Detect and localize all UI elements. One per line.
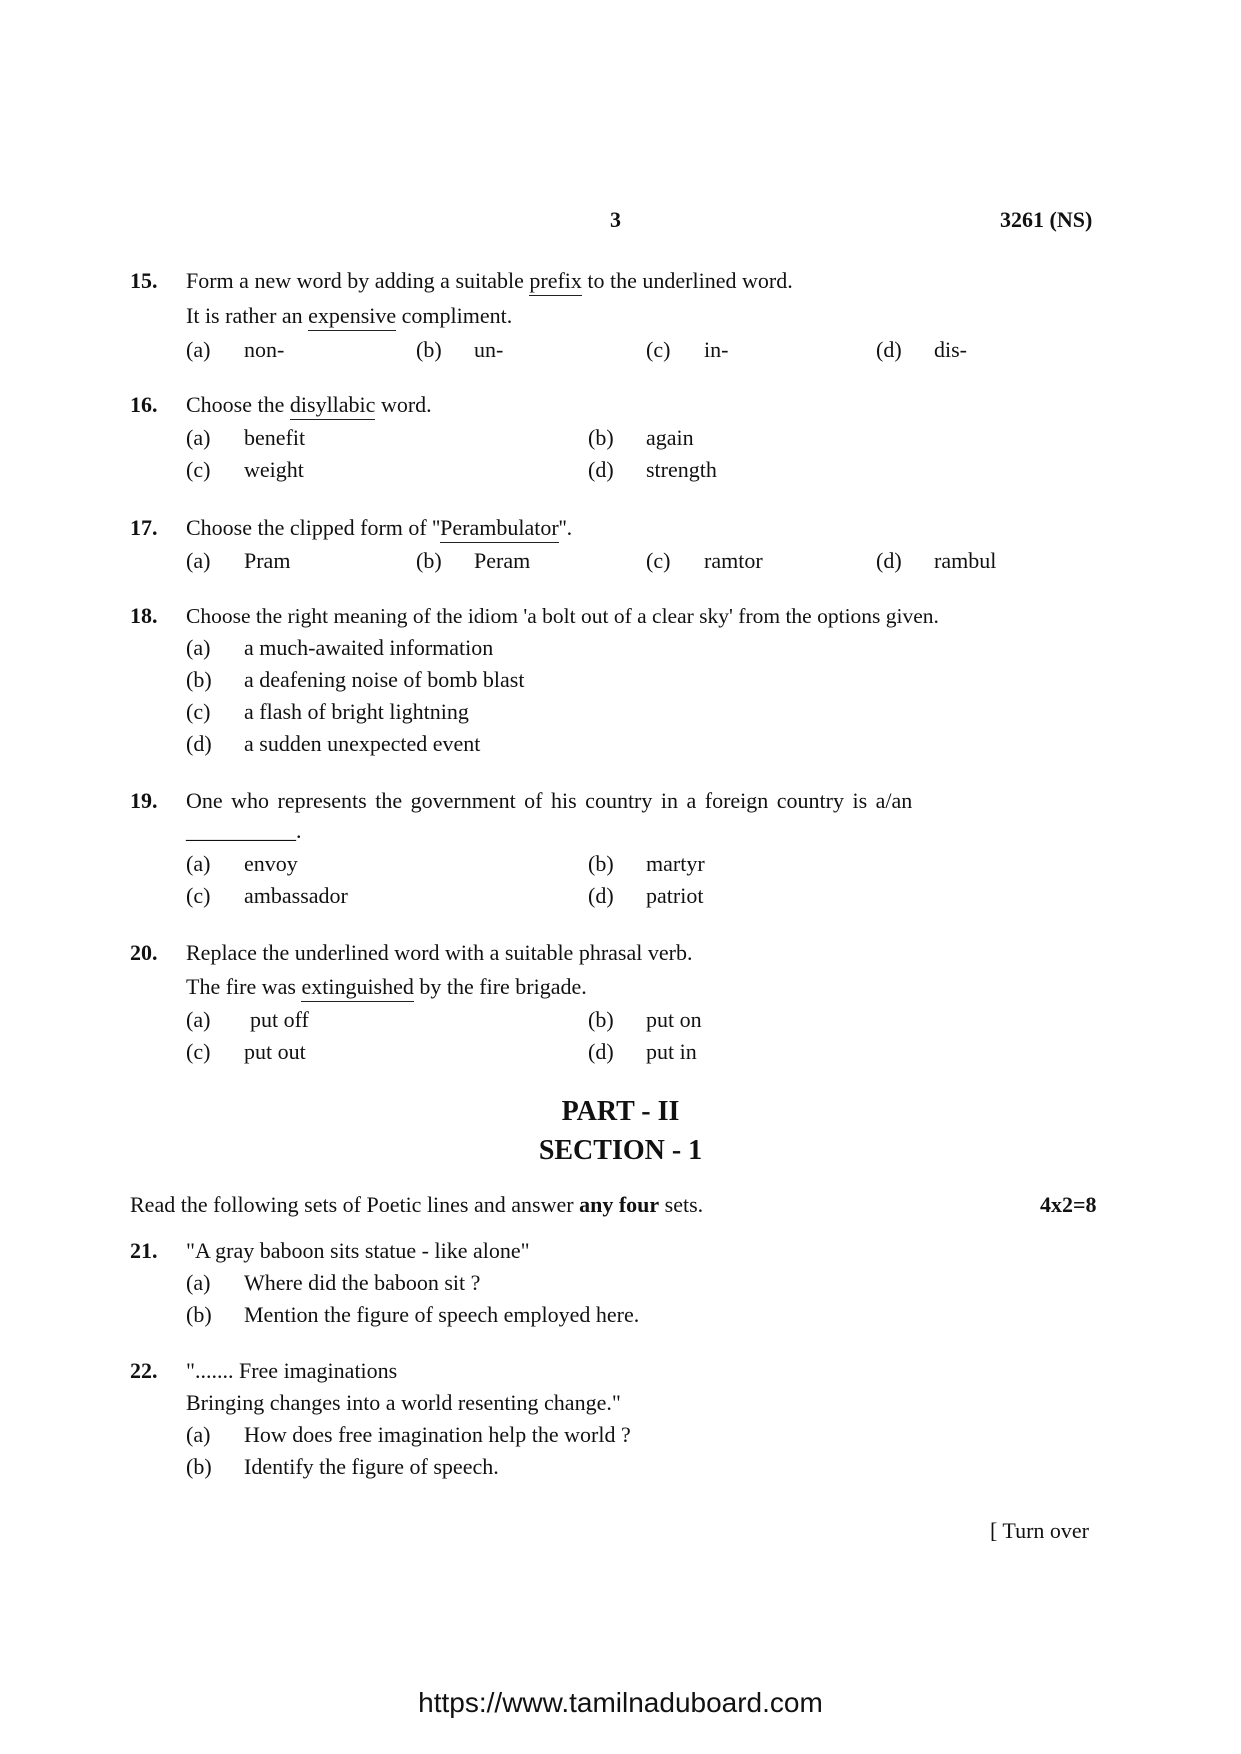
q16-option-c-label: (c): [186, 457, 211, 482]
q15-option-d: dis-: [934, 337, 967, 362]
q20-option-a-label: (a): [186, 1007, 211, 1032]
website-url[interactable]: https://www.tamilnaduboard.com: [418, 1687, 823, 1718]
q21-sub-b-label: (b): [186, 1302, 212, 1327]
q16-option-a-label: (a): [186, 425, 211, 450]
q20-option-d: put in: [646, 1039, 697, 1064]
section-title: SECTION - 1: [538, 1135, 703, 1166]
paper-code: 3261 (NS): [1000, 207, 1093, 232]
q17-option-b-label: (b): [416, 548, 442, 573]
q21-quote: "A gray baboon sits statue - like alone": [186, 1238, 530, 1263]
q16-number: 16.: [130, 392, 158, 417]
q18-option-d: a sudden unexpected event: [244, 731, 481, 756]
instruction-emphasis: any four: [579, 1192, 660, 1217]
q19-option-b-label: (b): [588, 851, 614, 876]
page-number: 3: [610, 207, 621, 232]
q16-option-d-label: (d): [588, 457, 614, 482]
section-marks: 4x2=8: [1040, 1192, 1097, 1217]
part-title: PART - II: [561, 1096, 680, 1127]
q17-option-d-label: (d): [876, 548, 902, 573]
q22-quote-line2: Bringing changes into a world resenting change.": [186, 1390, 621, 1415]
q20-sentence: The fire was extinguished by the fire brigade.: [186, 974, 587, 1000]
q16-option-c: weight: [244, 457, 304, 482]
q18-stem: Choose the right meaning of the idiom 'a bolt out of a clear sky' from the options given.: [186, 604, 939, 628]
q15-option-b: un-: [474, 337, 504, 362]
q16-stem-underlined: disyllabic: [290, 392, 376, 420]
q22-sub-b-label: (b): [186, 1454, 212, 1479]
q15-stem: Form a new word by adding a suitable prefix to the underlined word.: [186, 268, 793, 294]
turn-over-note: [ Turn over: [990, 1518, 1090, 1543]
q15-sentence: It is rather an expensive compliment.: [186, 303, 512, 329]
q17-option-a-label: (a): [186, 548, 211, 573]
q16-stem: Choose the disyllabic word.: [186, 392, 432, 418]
q20-option-d-label: (d): [588, 1039, 614, 1064]
q19-option-c-label: (c): [186, 883, 211, 908]
q19-option-a-label: (a): [186, 851, 211, 876]
q21-sub-b: Mention the figure of speech employed here.: [244, 1302, 640, 1327]
q22-sub-a: How does free imagination help the world ?: [244, 1422, 631, 1447]
q19-blank: __________.: [186, 818, 302, 843]
q15-option-c-label: (c): [646, 337, 671, 362]
q17-stem: Choose the clipped form of ''Perambulator''.: [186, 515, 572, 541]
q17-option-b: Peram: [474, 548, 531, 573]
q19-stem: One who represents the government of his country in a foreign country is a/an: [186, 788, 913, 813]
q15-option-a-label: (a): [186, 337, 211, 362]
q20-option-a: put off: [250, 1007, 309, 1032]
q19-option-b: martyr: [646, 851, 705, 876]
q19-option-a: envoy: [244, 851, 298, 876]
q20-number: 20.: [130, 940, 158, 965]
q18-option-d-label: (d): [186, 731, 212, 756]
q15-number: 15.: [130, 268, 158, 293]
q16-option-a: benefit: [244, 425, 306, 450]
q22-sub-a-label: (a): [186, 1422, 211, 1447]
q20-option-c: put out: [244, 1039, 306, 1064]
q17-option-c-label: (c): [646, 548, 671, 573]
q18-option-a: a much-awaited information: [244, 635, 494, 660]
q21-sub-a-label: (a): [186, 1270, 211, 1295]
q15-stem-underlined: prefix: [529, 268, 582, 296]
q17-option-a: Pram: [244, 548, 291, 573]
q20-option-b-label: (b): [588, 1007, 614, 1032]
q20-option-b: put on: [646, 1007, 702, 1032]
q18-option-c-label: (c): [186, 699, 211, 724]
q18-option-c: a flash of bright lightning: [244, 699, 469, 724]
q21-sub-a: Where did the baboon sit ?: [244, 1270, 481, 1295]
q17-stem-underlined: Perambulator: [440, 515, 559, 543]
q22-number: 22.: [130, 1358, 158, 1383]
q20-sentence-underlined: extinguished: [301, 974, 413, 1002]
q17-option-d: rambul: [934, 548, 997, 573]
q17-number: 17.: [130, 515, 158, 540]
q16-option-b-label: (b): [588, 425, 614, 450]
q18-number: 18.: [130, 603, 158, 628]
q21-number: 21.: [130, 1238, 158, 1263]
q20-stem: Replace the underlined word with a suitable phrasal verb.: [186, 940, 693, 965]
q18-option-b: a deafening noise of bomb blast: [244, 667, 525, 692]
q15-option-b-label: (b): [416, 337, 442, 362]
q17-option-c: ramtor: [704, 548, 763, 573]
q22-sub-b: Identify the figure of speech.: [244, 1454, 499, 1479]
q15-option-a: non-: [244, 337, 285, 362]
q16-option-d: strength: [646, 457, 717, 482]
q19-number: 19.: [130, 788, 158, 813]
section-instruction: Read the following sets of Poetic lines and answer any four sets.: [130, 1192, 704, 1217]
q15-option-d-label: (d): [876, 337, 902, 362]
q19-option-c: ambassador: [244, 883, 348, 908]
q16-option-b: again: [646, 425, 694, 450]
q19-option-d-label: (d): [588, 883, 614, 908]
q18-option-a-label: (a): [186, 635, 211, 660]
q19-option-d: patriot: [646, 883, 704, 908]
q15-sentence-underlined: expensive: [308, 303, 396, 331]
q22-quote-line1: "....... Free imaginations: [186, 1358, 398, 1383]
q20-option-c-label: (c): [186, 1039, 211, 1064]
q18-option-b-label: (b): [186, 667, 212, 692]
q15-option-c: in-: [704, 337, 729, 362]
